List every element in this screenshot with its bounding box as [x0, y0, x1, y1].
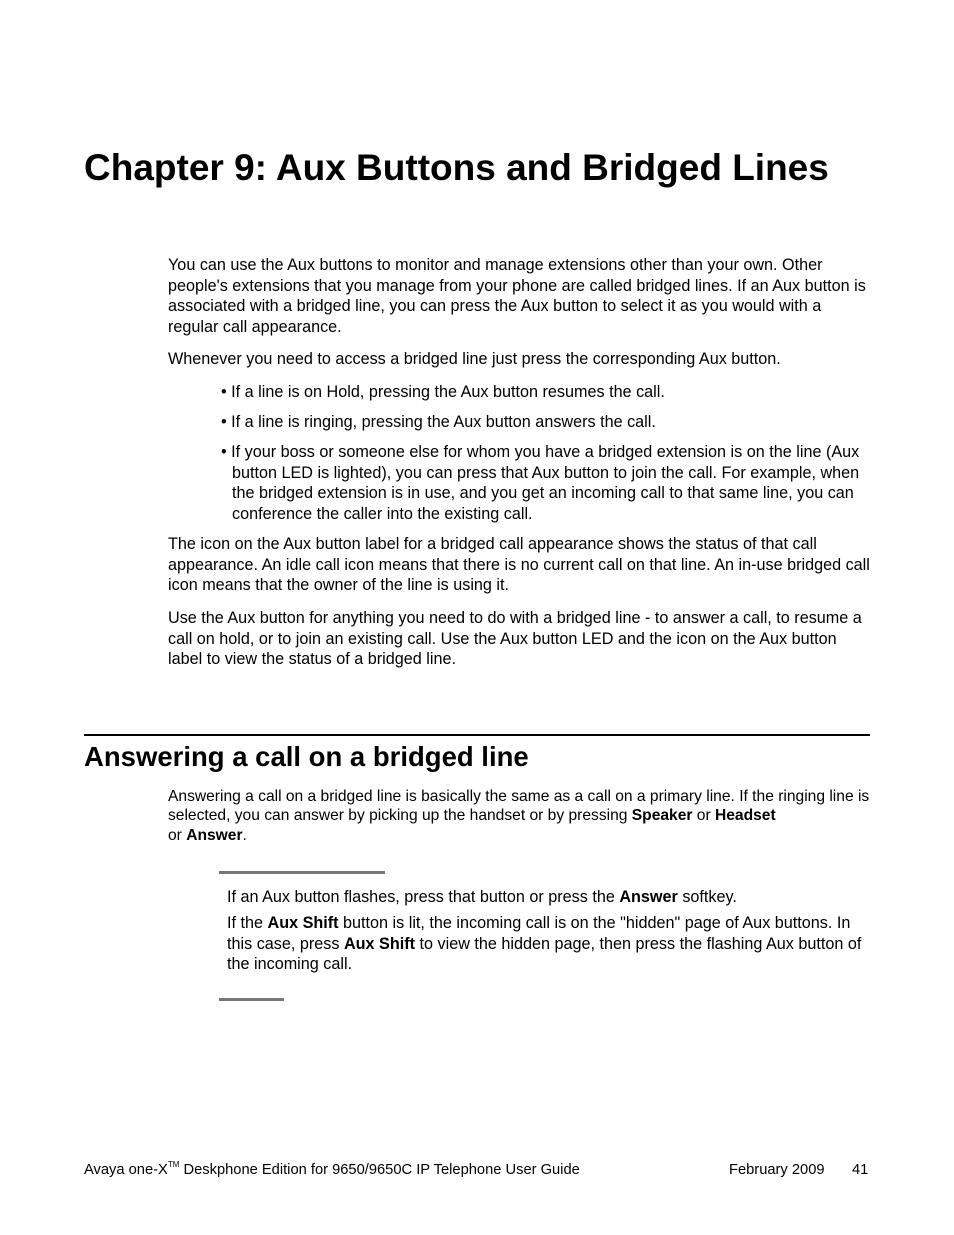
note-line-1 — [227, 887, 873, 908]
section-text-or-1: or — [692, 807, 715, 825]
note-text-2b: button is lit, the incoming call is on the "hidden" page of Aux buttons. In this case, press — [227, 914, 851, 953]
speaker-keyword: Speaker — [631, 807, 693, 825]
headset-keyword: Headset — [714, 807, 776, 825]
note-text-1b: softkey. — [677, 888, 737, 906]
section-text-1: Answering a call on a bridged line is basically the same as a call on a primary line. If the ringing line is selected, you can answer by picking up the handset or by pressing — [168, 788, 870, 825]
trademark-symbol: TM — [167, 1160, 180, 1169]
footer-date: February 2009 — [729, 1162, 825, 1178]
intro-paragraph-4: Use the Aux button for anything you need to do with a bridged line - to answer a call, to resume a call on hold, or to join an existing call. Use the Aux button LED and the icon on the Aux button label to view the status of a bridged line. — [168, 609, 862, 669]
note-aux-shift-keyword-2: Aux Shift — [343, 934, 416, 953]
note-bottom-rule — [219, 998, 284, 1001]
page-number: 41 — [852, 1162, 869, 1178]
section-text-end: . — [242, 826, 247, 844]
section-text-or-2: or — [168, 826, 187, 844]
note-text-1a: If an Aux button flashes, press that button or press the — [227, 888, 620, 906]
note-text-2c: to view the hidden page, then press the flashing Aux button of the incoming call. — [227, 934, 862, 974]
note-line-2 — [227, 913, 873, 975]
note-top-rule — [219, 871, 385, 874]
footer-document-title — [84, 1161, 580, 1179]
bullet-ringing: • If a line is ringing, pressing the Aux button answers the call. — [221, 413, 656, 431]
section-title: Answering a call on a bridged line — [84, 741, 529, 772]
section-paragraph — [168, 787, 870, 845]
note-aux-shift-keyword-1: Aux Shift — [267, 914, 339, 932]
intro-paragraph-1: You can use the Aux buttons to monitor and manage extensions other than your own. Other people's extensions that you manage from your phone are called bridged lines. If an Aux button is associated with a bridged line, you can press the Aux button to select it as you would with a regular call appearance. — [168, 256, 866, 336]
intro-paragraph-3: The icon on the Aux button label for a bridged call appearance shows the status of that call appearance. An idle call icon means that there is no current call on that line. An in-use bridged call icon means that the owner of the line is using it. — [168, 535, 870, 595]
intro-paragraph-2: Whenever you need to access a bridged line just press the corresponding Aux button. — [168, 350, 781, 368]
bullet-join-call: • If your boss or someone else for whom you have a bridged extension is on the line (Aux button LED is lighted), you can press that Aux button to join the call. For example, when the bridged extension is in use, and you get an incoming call to that same line, you can conference the caller into the existing call. — [221, 443, 860, 523]
note-text-2a: If the — [227, 914, 268, 932]
section-divider — [84, 734, 870, 736]
bullet-hold: • If a line is on Hold, pressing the Aux button resumes the call. — [221, 383, 665, 401]
footer-title-part-1: Avaya one-X — [84, 1162, 168, 1178]
note-answer-keyword: Answer — [619, 888, 678, 906]
answer-keyword: Answer — [186, 826, 243, 844]
chapter-title: Chapter 9: Aux Buttons and Bridged Lines — [84, 147, 829, 188]
footer-title-part-2: Deskphone Edition for 9650/9650C IP Telephone User Guide — [179, 1162, 580, 1178]
